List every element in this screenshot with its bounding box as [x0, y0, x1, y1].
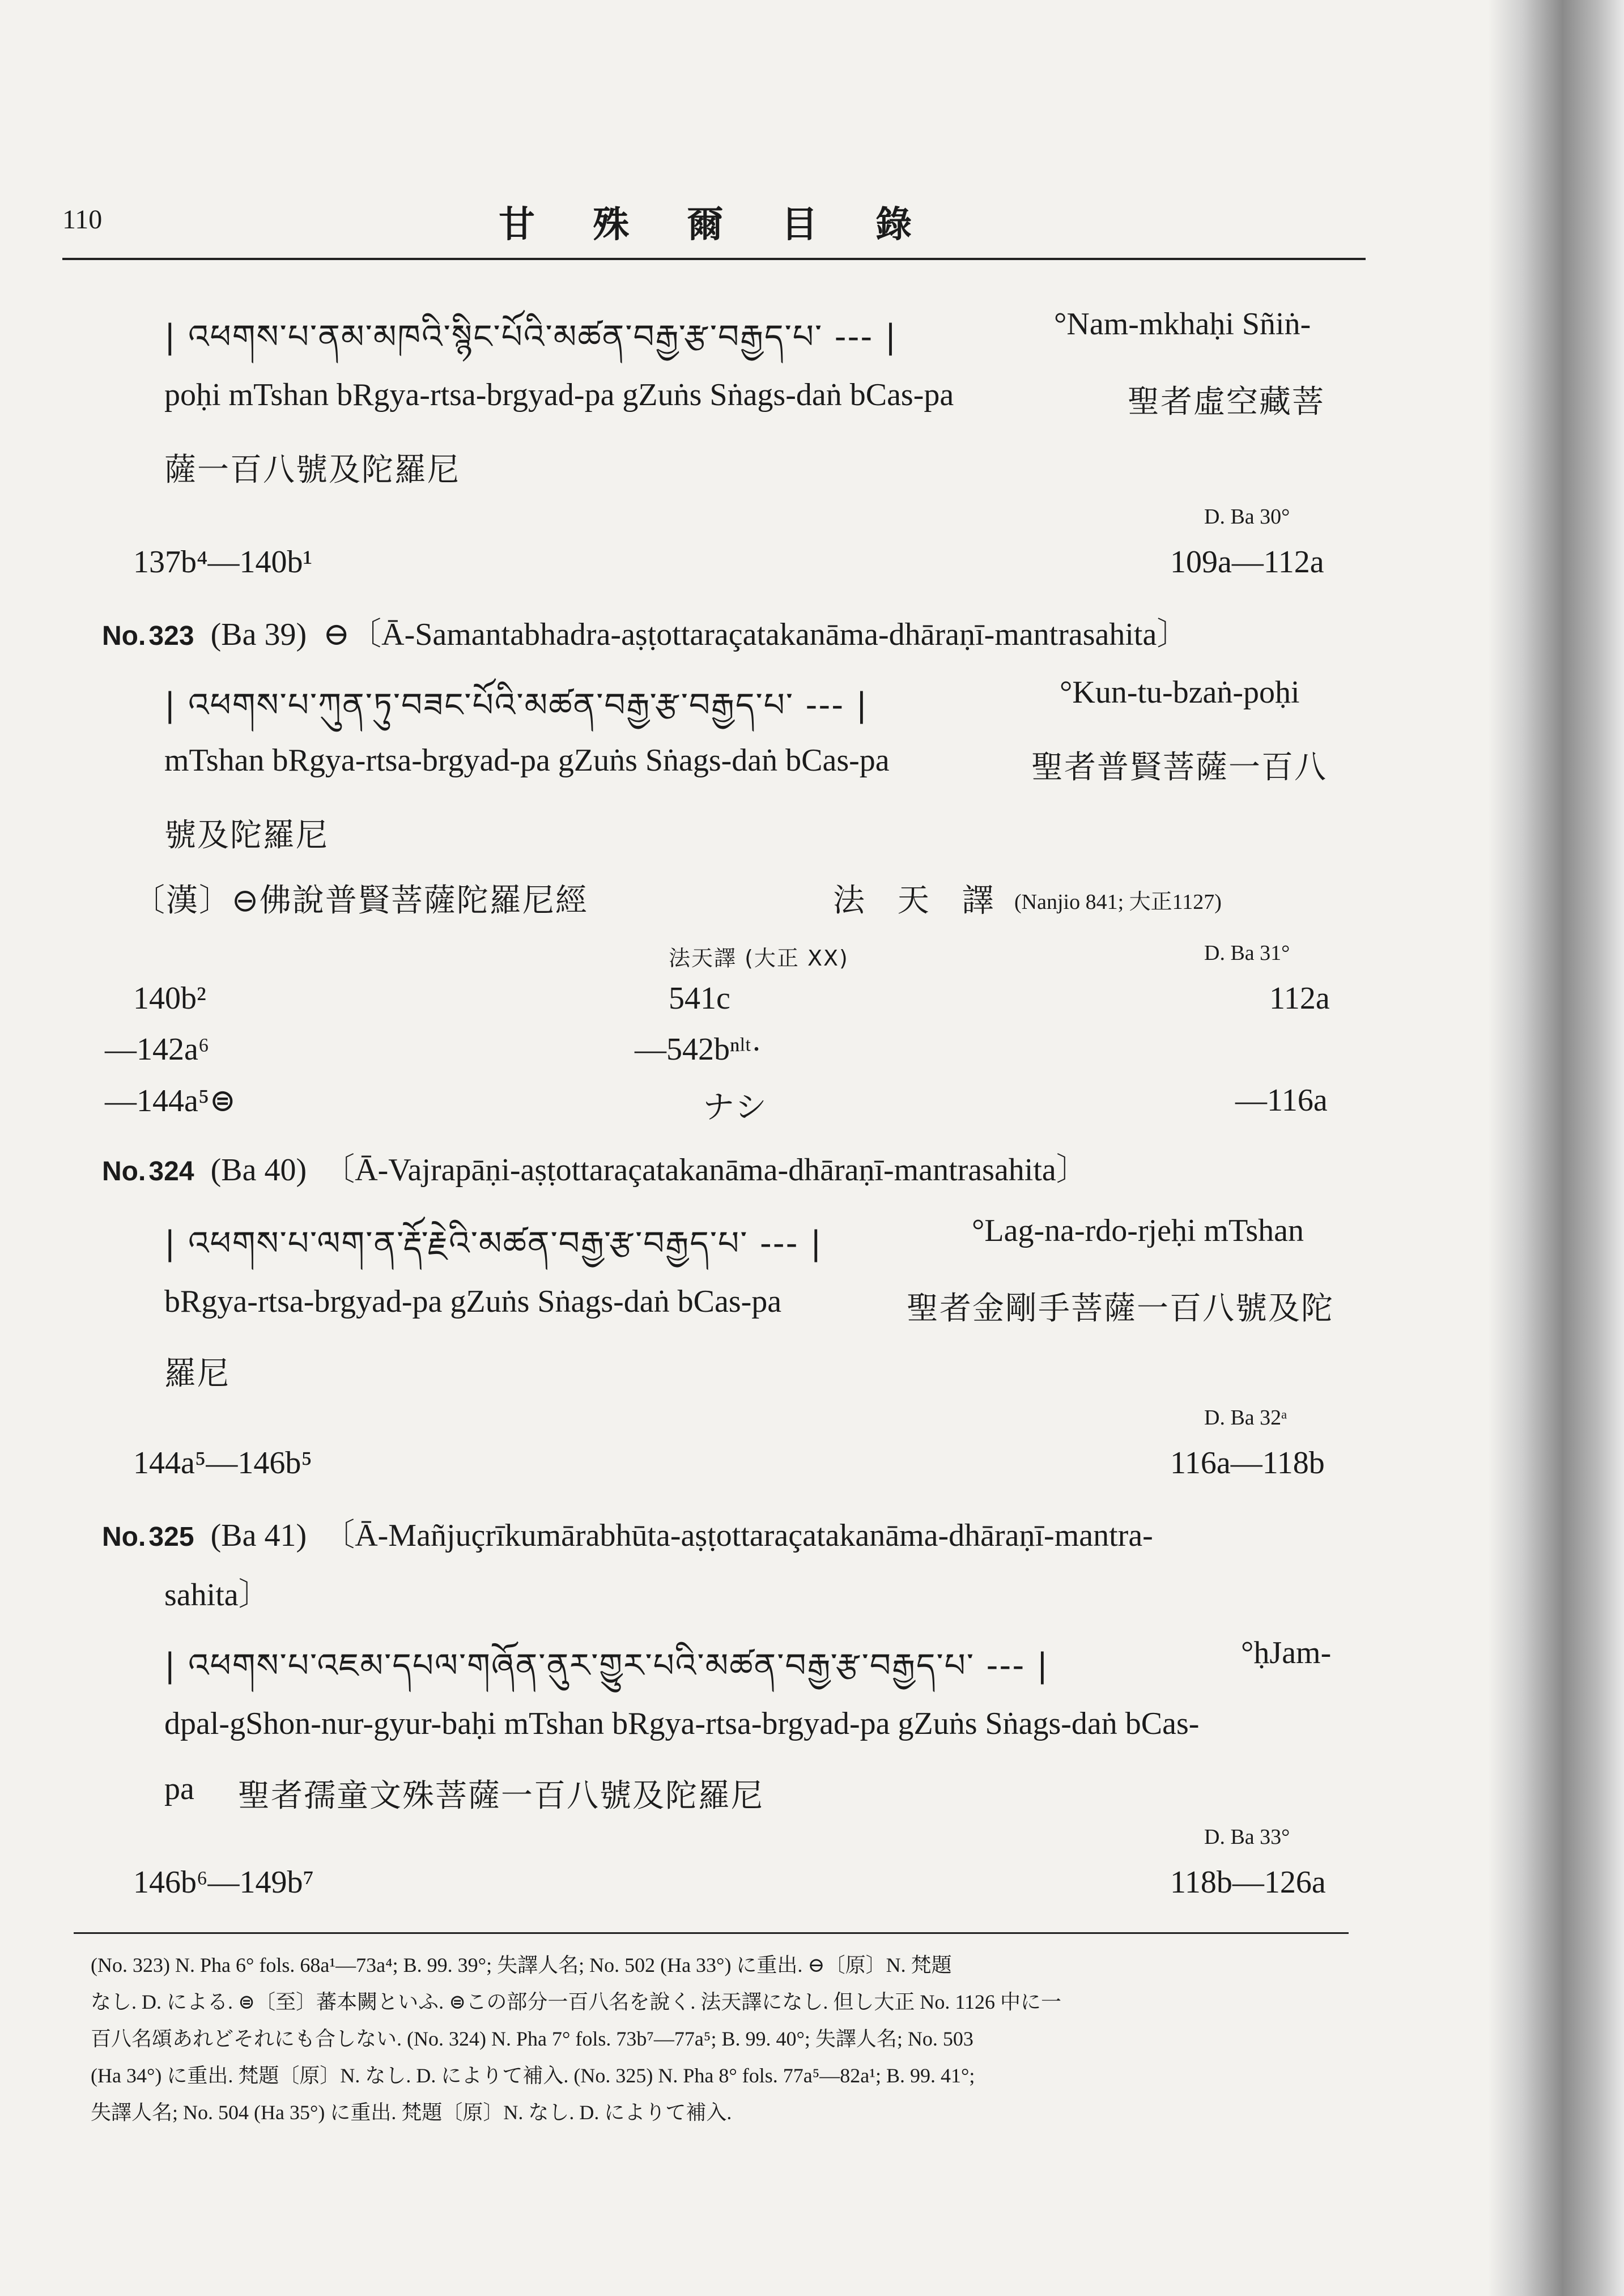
- chinese-title: 羅尼: [164, 1355, 230, 1392]
- row-mid: —542bⁿˡᵗ·: [635, 1032, 762, 1067]
- row-right: 112a: [1269, 981, 1330, 1016]
- chinese-title: 薩一百八號及陀羅尼: [164, 452, 460, 488]
- transliteration: pa: [164, 1771, 194, 1806]
- footnote-rule: [74, 1932, 1349, 1934]
- sanskrit-title: sahita〕: [164, 1578, 270, 1613]
- translator: 法 天 譯: [833, 882, 1005, 919]
- ba-ref: (Ba 41): [210, 1518, 307, 1553]
- footnote-line: 失譯人名; No. 504 (Ha 35°) に重出. 梵題〔原〕N. なし. D. によりて補入.: [91, 2101, 732, 2124]
- entry-no-label: No.: [102, 621, 146, 651]
- folio-left: 144a⁵—146b⁵: [133, 1445, 312, 1481]
- row-left: —142a⁶: [105, 1032, 210, 1067]
- chinese-title: 號及陀羅尼: [164, 817, 329, 854]
- row-left: —144a⁵⊜: [105, 1083, 236, 1119]
- entry-header: [102, 609, 1188, 654]
- entry-number: 324: [148, 1156, 194, 1187]
- transliteration: °Kun-tu-bzaṅ-poḥi: [1060, 675, 1300, 710]
- tibetan-title: | འཕགས་པ་འཇམ་དཔལ་གཞོན་ནུར་གྱུར་པའི་མཚན་བརྒྱ་རྩ་བརྒྱད་པ་ --- |: [164, 1646, 1049, 1685]
- folio-right: 116a—118b: [1170, 1445, 1325, 1481]
- folio-left: 137b⁴—140b¹: [133, 545, 313, 580]
- page-number: 110: [62, 205, 103, 235]
- transliteration: bRgya-rtsa-brgyad-pa gZuṅs Sṅags-daṅ bCas-pa: [164, 1284, 782, 1319]
- tibetan-title: | འཕགས་པ་ནམ་མཁའི་སྙིང་པོའི་མཚན་བརྒྱ་རྩ་བརྒྱད་པ་ --- |: [164, 317, 898, 356]
- footnote-line: なし. D. による. ⊜〔至〕蕃本闕といふ. ⊜この部分一百八名を說く. 法天譯になし. 但し大正 No. 1126 中に一: [91, 1991, 1061, 2013]
- transliteration: °Lag-na-rdo-rjeḥi mTshan: [972, 1213, 1304, 1248]
- folio-right: 118b—126a: [1170, 1865, 1326, 1900]
- footnote-line: (No. 323) N. Pha 6° fols. 68a¹—73a⁴; B. 99. 39°; 失譯人名; No. 502 (Ha 33°) に重出. ⊖〔原〕N. 梵題: [91, 1954, 952, 1976]
- derge-ref: D. Ba 30°: [1204, 505, 1290, 529]
- tibetan-title: | འཕགས་པ་ཀུན་ཏུ་བཟང་པོའི་མཚན་བརྒྱ་རྩ་བརྒྱད་པ་ --- |: [164, 686, 869, 724]
- entry-no-label: No.: [102, 1156, 146, 1187]
- transliteration: dpal-gShon-nur-gyur-baḥi mTshan bRgya-rtsa-brgyad-pa gZuṅs Sṅags-daṅ bCas-: [164, 1706, 1200, 1741]
- nanjio-ref: (Nanjio 841; 大正1127): [1014, 890, 1222, 914]
- row-right: —116a: [1235, 1083, 1328, 1118]
- tibetan-title: | འཕགས་པ་ལག་ན་རྡོ་རྗེའི་མཚན་བརྒྱ་རྩ་བརྒྱད་པ་ --- |: [164, 1224, 823, 1262]
- footnote-line: (Ha 34°) に重出. 梵題〔原〕N. なし. D. によりて補入. (No. 325) N. Pha 8° fols. 77a⁵—82a¹; B. 99. 41°;: [91, 2064, 975, 2087]
- scanned-page-edge: [1488, 0, 1624, 2296]
- chinese-title: 聖者普賢菩薩一百八: [1031, 749, 1327, 786]
- folio-right: 109a—112a: [1170, 545, 1324, 580]
- footnote-line: 百八名頌あれどそれにも合しない. (No. 324) N. Pha 7° fols. 73b⁷—77a⁵; B. 99. 40°; 失譯人名; No. 503: [91, 2027, 973, 2050]
- transliteration: °ḥJam-: [1241, 1635, 1332, 1670]
- row-mid: 541c: [669, 981, 730, 1016]
- entry-number: 325: [148, 1522, 194, 1552]
- page-title: 甘 殊 爾 目 錄: [499, 204, 935, 246]
- transliteration: °Nam-mkhaḥi Sñiṅ-: [1054, 307, 1311, 342]
- sanskrit-title: 〔Ā-Mañjuçrīkumārabhūta-aṣṭottaraçatakanāma-dhāraṇī-mantra-: [323, 1518, 1153, 1553]
- chinese-title: 聖者金剛手菩薩一百八號及陀: [907, 1290, 1334, 1327]
- folio-left: 146b⁶—149b⁷: [133, 1865, 314, 1900]
- taisho-column-label: 法天譯 (大正 XX): [669, 946, 849, 971]
- derge-ref: D. Ba 32ᵃ: [1204, 1406, 1287, 1430]
- entry-header: [102, 1145, 1088, 1190]
- row-left: 140b²: [133, 981, 206, 1016]
- ba-ref: (Ba 40): [210, 1153, 307, 1188]
- derge-ref: D. Ba 33°: [1204, 1825, 1290, 1849]
- entry-no-label: No.: [102, 1522, 146, 1552]
- sanskrit-title: ⊖〔Ā-Samantabhadra-aṣṭottaraçatakanāma-dhāraṇī-mantrasahita〕: [323, 617, 1189, 652]
- entry-number: 323: [148, 621, 194, 651]
- sanskrit-title: 〔Ā-Vajrapāṇi-aṣṭottaraçatakanāma-dhāraṇī-mantrasahita〕: [323, 1153, 1088, 1188]
- ba-ref: (Ba 39): [210, 617, 307, 652]
- entry-header: [102, 1510, 1153, 1555]
- derge-ref: D. Ba 31°: [1204, 941, 1290, 965]
- transliteration: mTshan bRgya-rtsa-brgyad-pa gZuṅs Sṅags-daṅ bCas-pa: [164, 743, 890, 778]
- chinese-title: 聖者虛空藏菩: [1128, 384, 1325, 420]
- transliteration: poḥi mTshan bRgya-rtsa-brgyad-pa gZuṅs Sṅags-daṅ bCas-pa: [164, 377, 954, 413]
- header-rule: [62, 258, 1366, 260]
- row-mid: ナシ: [703, 1089, 768, 1126]
- han-translation: 〔漢〕⊖佛說普賢菩薩陀羅尼經: [133, 882, 588, 919]
- chinese-title: 聖者孺童文殊菩薩一百八號及陀羅尼: [238, 1778, 764, 1814]
